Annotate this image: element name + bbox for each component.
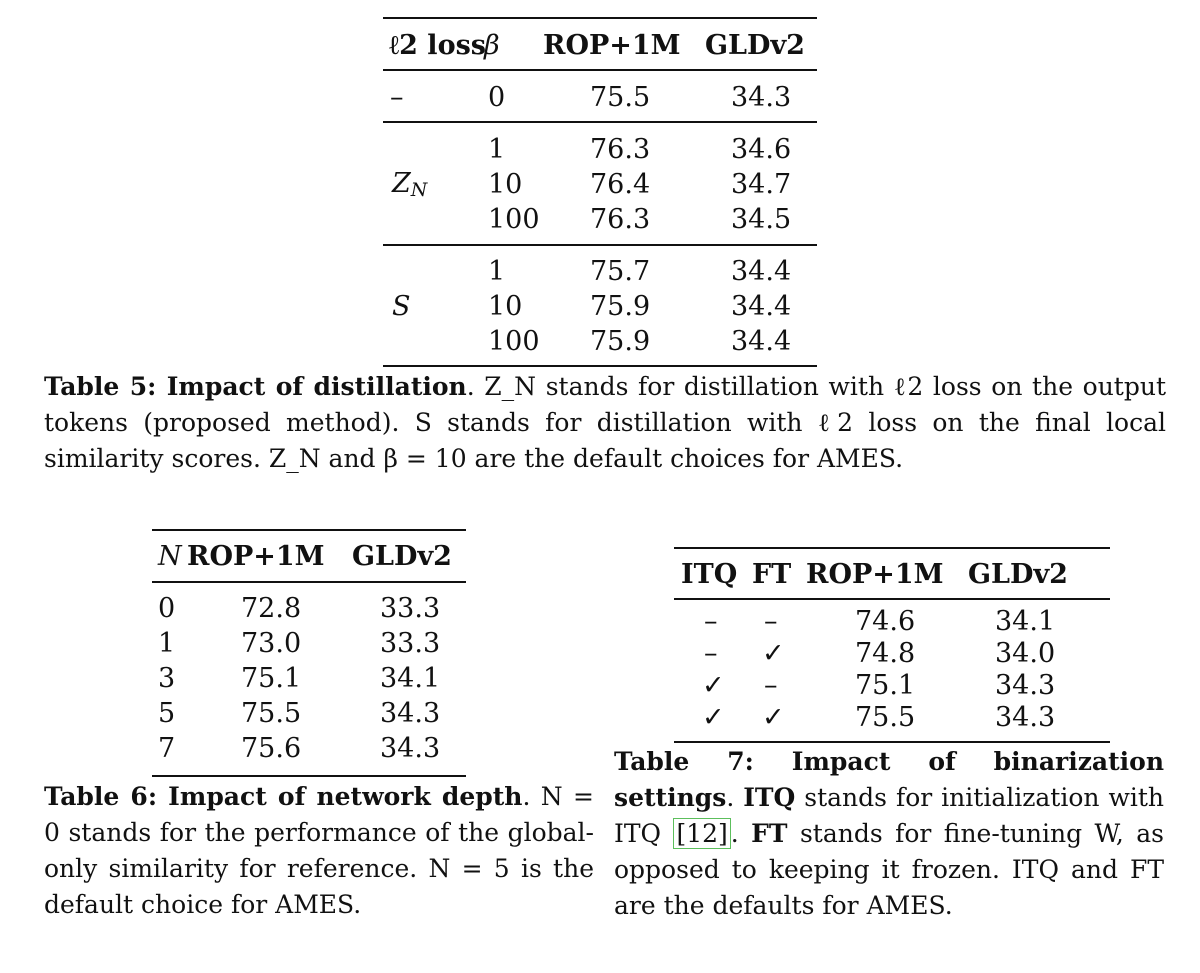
rop-value: 75.9: [590, 326, 651, 357]
rop-value: 74.6: [855, 606, 916, 637]
caption-itq-label: ITQ: [743, 783, 796, 812]
gld-value: 34.4: [731, 291, 792, 322]
gld-value: 34.6: [731, 134, 792, 165]
rop-value: 75.5: [241, 698, 302, 729]
n-value: 0: [158, 593, 176, 624]
header-gldv2: GLDv2: [705, 30, 805, 61]
mid-rule: [674, 598, 1110, 600]
group-label-zn: $Z_N$: [392, 168, 428, 201]
beta-value: 100: [488, 326, 540, 357]
gld-value: 34.3: [995, 670, 1056, 701]
header-l2-loss: ℓ2 loss: [389, 30, 486, 61]
gld-value: 34.3: [731, 82, 792, 113]
ft-mark: ✓: [762, 638, 785, 669]
n-value: 1: [158, 628, 176, 659]
rop-value: 75.6: [241, 733, 302, 764]
n-value: 7: [158, 733, 176, 764]
gld-value: 34.0: [995, 638, 1056, 669]
bottom-rule: [674, 741, 1110, 743]
caption-label: Table 5: Impact of distillation: [44, 372, 467, 401]
gld-value: 34.1: [380, 663, 441, 694]
rop-value: 75.5: [590, 82, 651, 113]
top-rule: [383, 17, 817, 19]
ft-mark: –: [764, 606, 778, 637]
group-rule: [383, 244, 817, 246]
beta-value: 100: [488, 204, 540, 235]
ft-mark: ✓: [762, 702, 785, 733]
group-rule: [383, 121, 817, 123]
table-5-caption: [44, 369, 1166, 477]
table-7-caption: Table 7: Impact of binarization settings. ITQ stands for initialization with ITQ [12] . FT stands for fine-tuning W, as opposed to keeping it frozen. ITQ and FT are the defaults for AMES.: [614, 747, 1164, 920]
gld-value: 34.4: [731, 326, 792, 357]
gld-value: 33.3: [380, 628, 441, 659]
header-rop: ROP+1M: [543, 30, 681, 61]
rop-value: 75.1: [855, 670, 916, 701]
caption-ft-label: FT: [751, 819, 788, 848]
n-value: 5: [158, 698, 176, 729]
bottom-rule: [383, 365, 817, 367]
rop-value: 76.4: [590, 169, 651, 200]
gld-value: 34.1: [995, 606, 1056, 637]
group-label: –: [390, 82, 404, 113]
gld-value: 34.5: [731, 204, 792, 235]
caption-itq-text: stands for initialization with ITQ: [614, 783, 1164, 848]
itq-mark: ✓: [702, 670, 725, 701]
rop-value: 75.7: [590, 256, 651, 287]
rop-value: 75.5: [855, 702, 916, 733]
caption-label: Table 7: Impact of binarization settings: [614, 747, 1164, 812]
rop-value: 73.0: [241, 628, 302, 659]
caption-ft-text: stands for fine-tuning W, as opposed to keeping it frozen. ITQ and FT are the defaults for AMES.: [614, 819, 1164, 920]
rop-value: 75.9: [590, 291, 651, 322]
rop-value: 72.8: [241, 593, 302, 624]
header-itq: ITQ: [681, 559, 738, 590]
rop-value: 76.3: [590, 204, 651, 235]
itq-mark: ✓: [702, 702, 725, 733]
itq-mark: –: [704, 638, 718, 669]
beta-value: 1: [488, 134, 506, 165]
top-rule: [152, 529, 466, 531]
caption-text: . Z_N stands for distillation with ℓ2 loss on the output tokens (proposed method). S stands for distillation with ℓ2 loss on the final local similarity scores. Z_N and β = 10 are the default choices for AMES.: [44, 372, 1166, 473]
rop-value: 75.1: [241, 663, 302, 694]
ft-mark: –: [764, 670, 778, 701]
gld-value: 34.4: [731, 256, 792, 287]
header-gldv2: GLDv2: [352, 541, 452, 572]
rop-value: 74.8: [855, 638, 916, 669]
rop-value: 76.3: [590, 134, 651, 165]
gld-value: 34.3: [380, 698, 441, 729]
caption-label: Table 6: Impact of network depth: [44, 782, 523, 811]
gld-value: 33.3: [380, 593, 441, 624]
mid-rule: [383, 69, 817, 71]
header-ft: FT: [752, 559, 792, 590]
beta-value: 1: [488, 256, 506, 287]
gld-value: 34.3: [995, 702, 1056, 733]
beta-value: 0: [488, 82, 506, 113]
gld-value: 34.7: [731, 169, 792, 200]
beta-value: 10: [488, 291, 523, 322]
header-gldv2: GLDv2: [968, 559, 1068, 590]
group-label: S: [392, 291, 411, 322]
n-value: 3: [158, 663, 176, 694]
top-rule: [674, 547, 1110, 549]
header-n: N: [158, 541, 182, 572]
table-6-caption: [44, 779, 594, 923]
bottom-rule: [152, 775, 466, 777]
header-rop: ROP+1M: [806, 559, 944, 590]
beta-value: 10: [488, 169, 523, 200]
mid-rule: [152, 581, 466, 583]
itq-mark: –: [704, 606, 718, 637]
caption-text: . N = 0 stands for the performance of the global-only similarity for reference. N = 5 is the default choice for AMES.: [44, 782, 594, 919]
header-rop: ROP+1M: [187, 541, 325, 572]
gld-value: 34.3: [380, 733, 441, 764]
header-beta: β: [484, 30, 500, 61]
citation-link[interactable]: [12]: [673, 818, 730, 849]
